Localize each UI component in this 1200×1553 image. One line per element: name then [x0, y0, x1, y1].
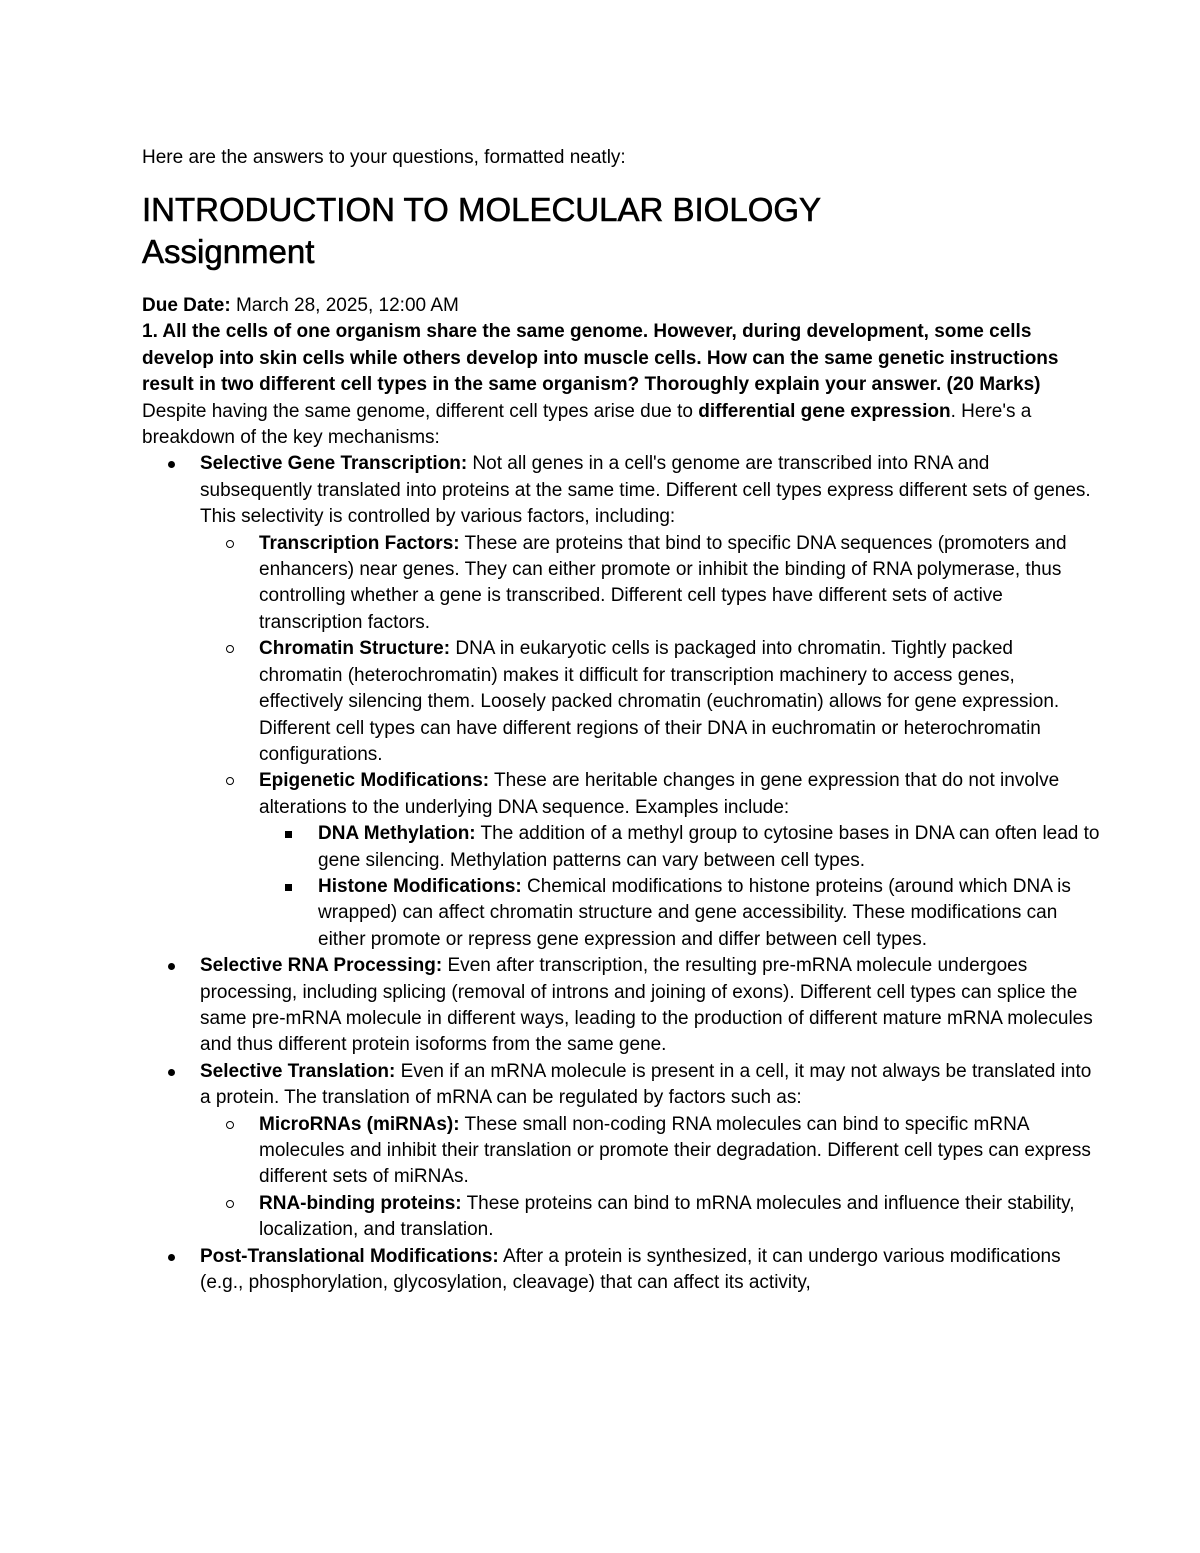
- item-term: MicroRNAs (miRNAs):: [259, 1113, 460, 1135]
- list-item: [142, 1059, 1100, 1244]
- item-text: These are heritable changes in gene expression that do not involve alterations to the underlying DNA sequence. Examples include:: [259, 770, 1060, 818]
- item-term: Epigenetic Modifications:: [259, 770, 490, 792]
- list-item: [142, 1112, 1100, 1191]
- bullet-dot-icon: [168, 1069, 175, 1076]
- question-text: 1. All the cells of one organism share the same genome. However, during development, some cells develop into skin cells while others develop into muscle cells. How can the same genetic instructions result in two different cell types in the same organism? Thoroughly explain your answer. (20 Marks): [142, 321, 1059, 396]
- bullet-circle-icon: [226, 540, 234, 548]
- bullet-dot-icon: [168, 1254, 175, 1261]
- item-term: Chromatin Structure:: [259, 638, 451, 660]
- bullet-circle-icon: [226, 1200, 234, 1208]
- item-text: These proteins can bind to mRNA molecules and influence their stability, localization, and translation.: [259, 1192, 1075, 1241]
- item-term: Selective RNA Processing:: [200, 955, 443, 977]
- mechanism-list: [142, 451, 1100, 1296]
- item-text: These small non-coding RNA molecules can bind to specific mRNA molecules and inhibit their translation or promote their degradation. Different cell types can express different sets of miRNAs.: [259, 1113, 1091, 1188]
- item-term: DNA Methylation:: [318, 823, 476, 845]
- due-date: [142, 293, 1100, 319]
- list-item: [142, 874, 1100, 953]
- item-term: Transcription Factors:: [259, 532, 460, 554]
- item-term: Post-Translational Modifications:: [200, 1245, 499, 1267]
- item-text: Not all genes in a cell's genome are transcribed into RNA and subsequently translated into proteins at the same time. Different cell types express different sets of genes. This selectivity is controlled by various factors, including:: [200, 453, 1091, 528]
- item-term: Histone Modifications:: [318, 875, 522, 897]
- list-item: [142, 768, 1100, 953]
- answer-intro-pre: Despite having the same genome, different cell types arise due to: [142, 400, 699, 422]
- item-term: Selective Translation:: [200, 1060, 396, 1082]
- due-date-label: Due Date:: [142, 295, 231, 316]
- item-text: DNA in eukaryotic cells is packaged into chromatin. Tightly packed chromatin (heterochromatin) makes it difficult for transcription machinery to access genes, effectively silencing them. Loosely packed chromatin (euchromatin) allows for gene expression. Different cell types can have different regions of their DNA in euchromatin or heterochromatin configurations.: [259, 638, 1060, 765]
- item-term: Selective Gene Transcription:: [200, 453, 468, 475]
- item-text: The addition of a methyl group to cytosine bases in DNA can often lead to gene silencing. Methylation patterns can vary between cell types.: [318, 823, 1100, 871]
- document-title: [142, 189, 1100, 273]
- title-line-2: Assignment: [142, 233, 315, 270]
- document-body: [142, 293, 1100, 1296]
- item-text: These are proteins that bind to specific DNA sequences (promoters and enhancers) near genes. They can either promote or inhibit the binding of RNA polymerase, thus controlling whether a gene is transcribed. Different cell types have different sets of active transcription factors.: [259, 532, 1067, 633]
- title-line-1: INTRODUCTION TO MOLECULAR BIOLOGY: [142, 191, 822, 228]
- sub-sub-list: [142, 821, 1100, 953]
- answer-intro: [142, 399, 1100, 452]
- item-text: After a protein is synthesized, it can undergo various modifications (e.g., phosphorylation, glycosylation, cleavage) that can affect its activity,: [200, 1245, 1061, 1294]
- item-text: Even if an mRNA molecule is present in a cell, it may not always be translated into a protein. The translation of mRNA can be regulated by factors such as:: [200, 1060, 1092, 1109]
- list-item: [142, 451, 1100, 953]
- answer-intro-bold: differential gene expression: [698, 400, 951, 422]
- list-item: [142, 531, 1100, 637]
- list-item: [142, 821, 1100, 874]
- list-item: [142, 636, 1100, 768]
- bullet-dot-icon: [168, 461, 175, 468]
- sub-list: [142, 1112, 1100, 1244]
- list-item: [142, 1191, 1100, 1244]
- item-text: Even after transcription, the resulting pre-mRNA molecule undergoes processing, including splicing (removal of introns and joining of exons). Different cell types can splice the same pre-mRNA molecule in different ways, leading to the production of different mature mRNA molecules and thus different protein isoforms from the same gene.: [200, 955, 1093, 1056]
- bullet-square-icon: [285, 831, 292, 838]
- bullet-square-icon: [285, 884, 292, 891]
- bullet-circle-icon: [226, 645, 234, 653]
- answer-intro-post: . Here's a breakdown of the key mechanisms:: [142, 400, 1032, 449]
- list-item: [142, 953, 1100, 1059]
- bullet-circle-icon: [226, 777, 234, 785]
- item-text: Chemical modifications to histone proteins (around which DNA is wrapped) can affect chromatin structure and gene accessibility. These modifications can either promote or repress gene expression and differ between cell types.: [318, 875, 1071, 950]
- due-date-value: March 28, 2025, 12:00 AM: [230, 295, 459, 316]
- bullet-circle-icon: [226, 1121, 234, 1129]
- intro-text: Here are the answers to your questions, formatted neatly:: [142, 147, 626, 168]
- list-item: [142, 1244, 1100, 1297]
- item-term: RNA-binding proteins:: [259, 1192, 462, 1214]
- bullet-dot-icon: [168, 963, 175, 970]
- sub-list: [142, 531, 1100, 954]
